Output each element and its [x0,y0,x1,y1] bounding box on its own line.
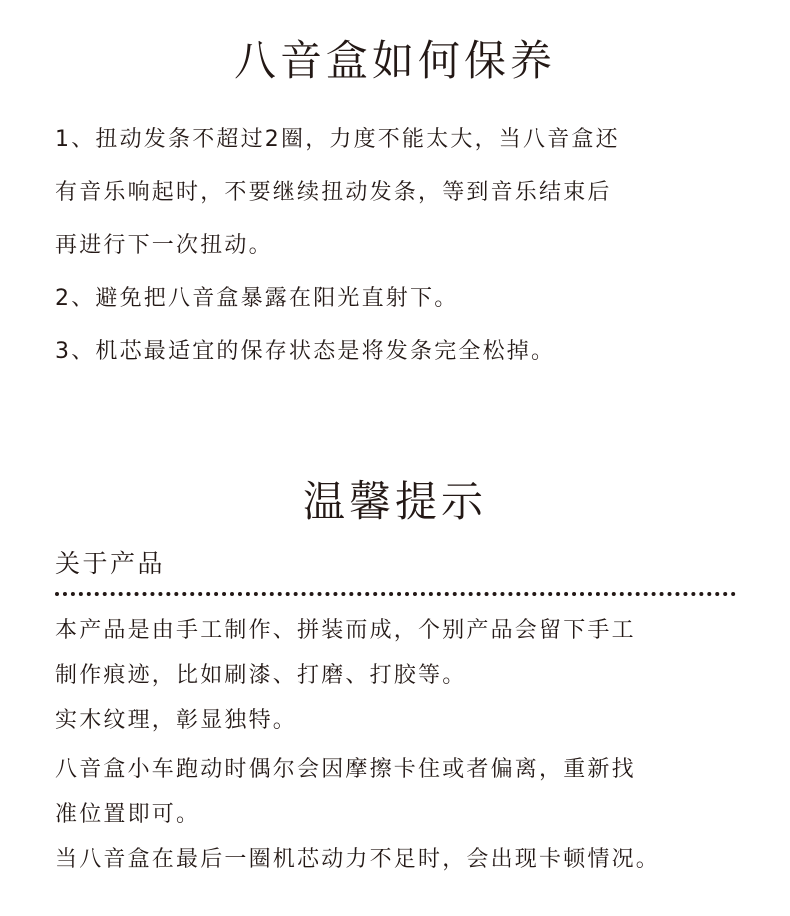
tips-line: 实木纹理，彰显独特。 [55,708,298,733]
care-line: 1、扭动发条不超过2圈，力度不能太大，当八音盒还 [55,127,620,152]
care-line: 3、机芯最适宜的保存状态是将发条完全松掉。 [55,339,556,364]
dotted-divider [55,592,736,596]
tips-line: 制作痕迹，比如刷漆、打磨、打胶等。 [55,663,467,688]
care-line: 2、避免把八音盒暴露在阳光直射下。 [55,286,459,311]
tips-line: 准位置即可。 [55,802,201,827]
tips-line: 当八音盒在最后一圈机芯动力不足时，会出现卡顿情况。 [55,847,661,872]
care-line: 有音乐响起时，不要继续扭动发条，等到音乐结束后 [55,180,612,205]
section-label-about-product: 关于产品 [55,549,166,578]
tips-line: 本产品是由手工制作、拼装而成，个别产品会留下手工 [55,618,636,643]
care-title: 八音盒如何保养 [233,36,556,85]
tips-line: 八音盒小车跑动时偶尔会因摩擦卡住或者偏离，重新找 [55,757,636,782]
tips-title: 温馨提示 [302,477,487,526]
care-line: 再进行下一次扭动。 [55,233,273,258]
